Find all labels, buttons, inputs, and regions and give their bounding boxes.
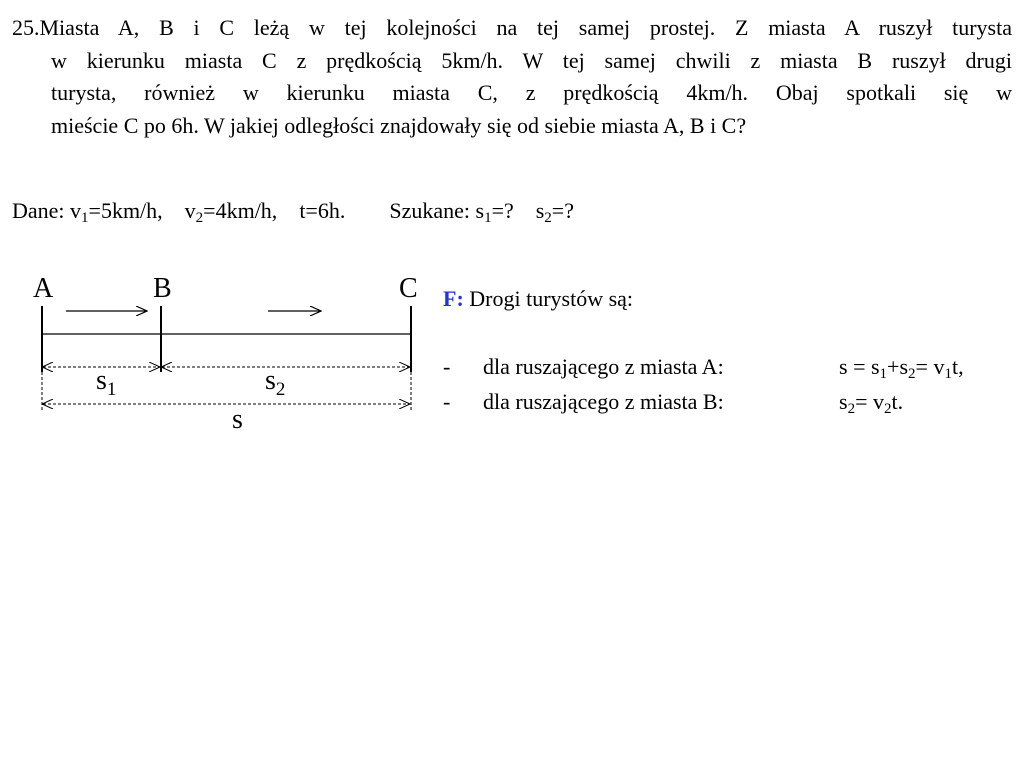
label-s1: $s_1$ bbox=[96, 365, 117, 400]
problem-line-3: turysta, również w kierunku miasta C, z prędkością 4km/h. Obaj spotkali się w bbox=[51, 80, 1012, 105]
city-b-label: B bbox=[153, 273, 172, 304]
formula-1: $s = s_1+s_2= v_1t$, bbox=[839, 354, 964, 382]
problem-line-1: 25.Miasta A, B i C leżą w tej kolejności na tej samej prostej. Z miasta A ruszył turysta bbox=[12, 15, 1012, 40]
label-s2: $s_2$ bbox=[265, 365, 286, 400]
answer-prefix: F: bbox=[443, 286, 464, 311]
route-diagram bbox=[0, 0, 460, 450]
problem-line-2: w kierunku miasta C z prędkością 5km/h. W tej samej chwili z miasta B ruszył drugi bbox=[51, 47, 1012, 73]
formula-2: $s_2= v_2t$. bbox=[839, 389, 904, 417]
problem-number: 25. bbox=[12, 15, 40, 40]
city-a-label: A bbox=[33, 273, 54, 304]
given-data-line: Dane: $v_1=5km/h$, $v_2=4km/h$, t=6h. Szukane: $s_1=$? $s_2=$? bbox=[12, 198, 574, 226]
problem-line-4: mieście C po 6h. W jakiej odległości znajdowały się od siebie miasta A, B i C? bbox=[51, 112, 747, 138]
city-c-label: C bbox=[399, 273, 418, 304]
label-s: s bbox=[232, 404, 243, 435]
answer-heading: F: Drogi turystów są: bbox=[443, 286, 634, 311]
